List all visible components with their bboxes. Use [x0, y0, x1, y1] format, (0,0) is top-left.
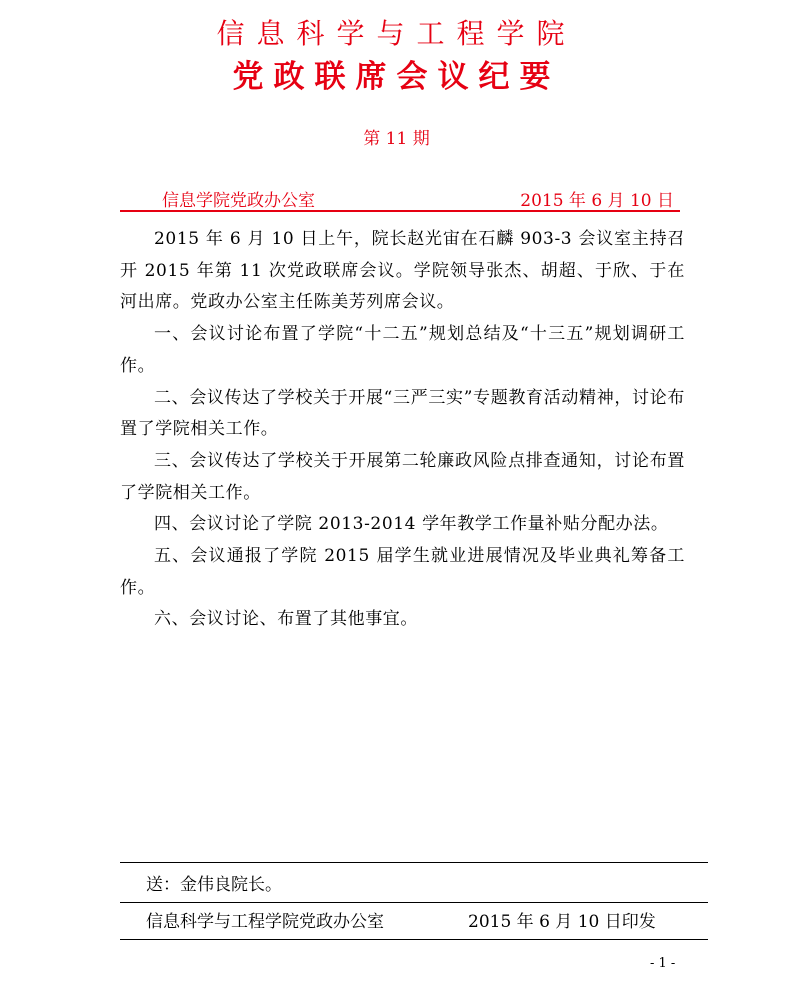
minutes-title: 党政联席会议纪要 [232, 59, 561, 95]
body-paragraph-intro: 2015 年 6 月 10 日上午，院长赵光宙在石麟 903-3 会议室主持召开 2015 年第 11 次党政联席会议。学院领导张杰、胡超、于欣、于在河出席。党政办公室主任陈美芳列席会议。 [120, 229, 685, 313]
body-paragraph-item-1: 一、会议讨论布置了学院“十二五”规划总结及“十三五”规划调研工作。 [120, 324, 685, 376]
minutes-body [120, 224, 685, 636]
issuing-office: 信息学院党政办公室 [162, 191, 315, 211]
send-to-line: 送：金伟良院长。 [146, 875, 282, 895]
issue-date: 2015 年 6 月 10 日 [520, 191, 674, 211]
college-name-title: 信息科学与工程学院 [216, 17, 577, 50]
footer-top-rule [120, 862, 708, 863]
footer-issuer: 信息科学与工程学院党政办公室 [146, 912, 384, 932]
body-paragraph-item-2: 二、会议传达了学校关于开展“三严三实”专题教育活动精神，讨论布置了学院相关工作。 [120, 387, 685, 440]
body-paragraph-item-5: 五、会议通报了学院 2015 届学生就业进展情况及毕业典礼筹备工作。 [120, 546, 685, 598]
page-number: - 1 - [650, 956, 676, 971]
body-paragraph-item-4: 四、会议讨论了学院 2013-2014 学年教学工作量补贴分配办法。 [154, 514, 669, 535]
footer-middle-rule [120, 902, 708, 903]
body-paragraph-item-6: 六、会议讨论、布置了其他事宜。 [154, 609, 418, 630]
footer-issued-date: 2015 年 6 月 10 日印发 [468, 912, 656, 932]
footer-bottom-rule [120, 939, 708, 940]
header-red-rule [120, 210, 680, 212]
body-paragraph-item-3: 三、会议传达了学校关于开展第二轮廉政风险点排查通知，讨论布置了学院相关工作。 [120, 450, 685, 503]
issue-number: 第 11 期 [363, 129, 430, 149]
